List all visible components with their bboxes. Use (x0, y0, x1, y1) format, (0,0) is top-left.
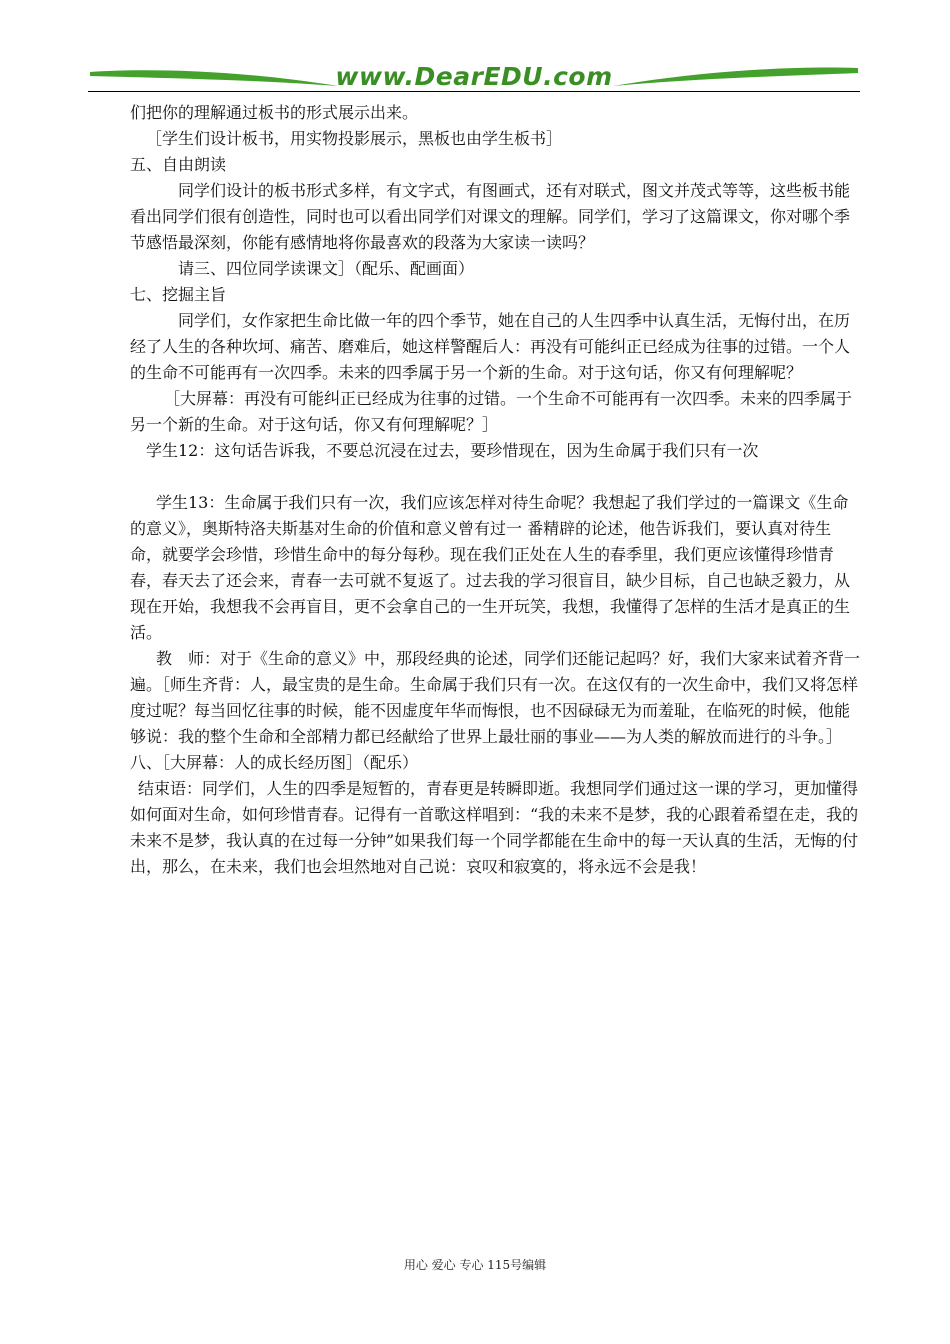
section-heading: 八、［大屏幕：人的成长经历图］（配乐） (130, 753, 419, 772)
paragraph: 同学们设计的板书形式多样，有文字式，有图画式，还有对联式，图文并茂式等等，这些板书能看出同学们很有创造性，同时也可以看出同学们对课文的理解。同学们，学习了这篇课文，你对哪个季节感悟最深刻，你能有感情地将你最喜欢的段落为大家读一读吗？ (130, 181, 851, 252)
page-header (88, 56, 860, 96)
paragraph: 们把你的理解通过板书的形式展示出来。 (130, 103, 419, 122)
header-divider (88, 91, 860, 92)
section-heading: 七、挖掘主旨 (130, 285, 227, 304)
paragraph: 结束语：同学们，人生的四季是短暂的，青春更是转瞬即逝。我想同学们通过这一课的学习，更加懂得如何面对生命，如何珍惜青春。记得有一首歌这样唱到：“我的未来不是梦，我的心跟着希望在走，我的未来不是梦，我认真的在过每一分钟”如果我们每一个同学都能在生命中的每一天认真的生活，无悔的付出，那么，在未来，我们也会坦然地对自己说：哀叹和寂寞的，将永远不会是我！ (130, 779, 859, 876)
paragraph: 学生13：生命属于我们只有一次，我们应该怎样对待生命呢？我想起了我们学过的一篇课文《生命的意义》，奥斯特洛夫斯基对生命的价值和意义曾有过一 番精辟的论述，他告诉我们，要认真对待生命，就要学会珍惜，珍惜生命中的每分每秒。现在我们正处在人生的春季里，我们更应该懂得珍惜青春，春天去了还会来，青春一去可就不复返了。过去我的学习很盲目，缺少目标，自己也缺乏毅力，从现在开始，我想我不会再盲目，更不会拿自己的一生开玩笑，我想，我懂得了怎样的生活才是真正的生活。 (130, 493, 851, 642)
section-heading: 五、自由朗读 (130, 155, 227, 174)
blank-line (130, 464, 860, 490)
paragraph: 学生12：这句话告诉我，不要总沉浸在过去，要珍惜现在，因为生命属于我们只有一次 (146, 441, 759, 460)
site-logo[interactable]: www.DearEDU.com (335, 62, 613, 91)
document-body (130, 100, 860, 880)
paragraph: ［学生们设计板书，用实物投影展示，黑板也由学生板书］ (146, 129, 563, 148)
paragraph: 请三、四位同学读课文］（配乐、配画面） (178, 259, 475, 278)
paragraph: ［大屏幕：再没有可能纠正已经成为往事的过错。一个生命不可能再有一次四季。未来的四季属于另一个新的生命。对于这句话，你又有何理解呢？］ (130, 389, 853, 434)
paragraph: 教 师：对于《生命的意义》中，那段经典的论述，同学们还能记起吗？好，我们大家来试着齐背一遍。［师生齐背：人，最宝贵的是生命。生命属于我们只有一次。在这仅有的一次生命中，我们又将怎样度过呢？每当回忆往事的时候，能不因虚度年华而悔恨，也不因碌碌无为而羞耻，在临死的时候，他能够说：我的整个生命和全部精力都已经献给了世界上最壮丽的事业——为人类的解放而进行的斗争。］ (130, 649, 861, 746)
paragraph: 同学们，女作家把生命比做一年的四个季节，她在自己的人生四季中认真生活，无悔付出，在历经了人生的各种坎坷、痛苦、磨难后，她这样警醒后人：再没有可能纠正已经成为往事的过错。一个人的生命不可能再有一次四季。未来的四季属于另一个新的生命。对于这句话，你又有何理解呢？ (130, 311, 851, 382)
page-footer: 用心 爱心 专心 115号编辑 (403, 1258, 547, 1272)
